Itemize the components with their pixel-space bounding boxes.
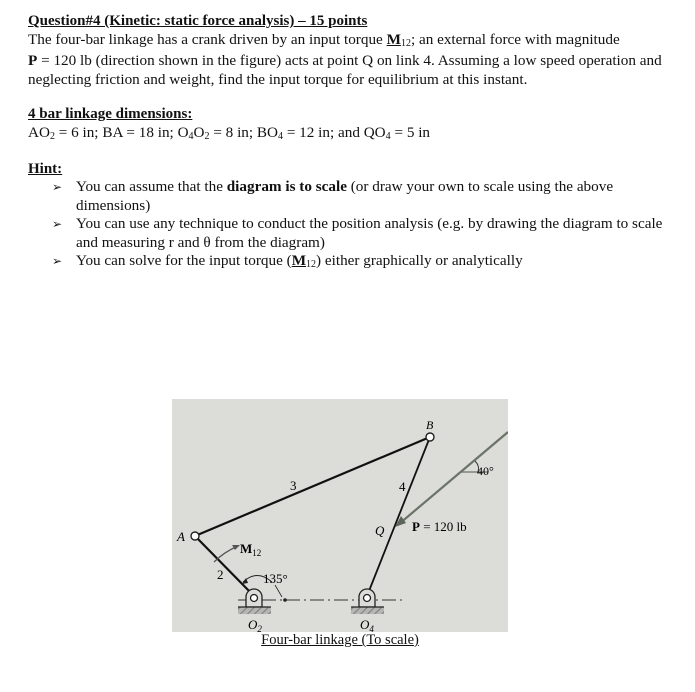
dimensions-list: [28, 123, 668, 144]
question-document: [28, 12, 668, 273]
link-3-coupler: [195, 437, 430, 536]
ground-pivot-o2-icon: [238, 589, 271, 614]
question-body: [28, 30, 668, 89]
label-a: A: [177, 529, 185, 544]
link-4-rocker: [367, 437, 430, 596]
label-angle-135: 135°: [263, 571, 288, 586]
hint-item: ➢ You can use any technique to conduct the position analysis (e.g. by drawing the diagram to scale and measuring r and θ from the diagram): [52, 215, 663, 251]
label-link-2: 2: [217, 567, 224, 582]
hint-list: [28, 178, 668, 273]
label-b: B: [426, 418, 434, 432]
hint-item: ➢ You can assume that the diagram is to scale (or draw your own to scale using the above dimensions): [52, 178, 614, 214]
body-text-2: ; an external force with magnitude: [410, 31, 620, 48]
joint-b-icon: [426, 433, 434, 441]
arrow-bullet-icon: ➢: [52, 180, 63, 194]
linkage-diagram: [172, 399, 508, 632]
label-o2: $O_2$: [248, 617, 262, 632]
torque-symbol: M: [386, 31, 401, 48]
joint-a-icon: [191, 532, 199, 540]
arrow-bullet-icon: ➢: [52, 217, 63, 231]
hint-item: ➢ You can solve for the input torque $(M_{12})$ either graphically or analytically: [52, 252, 523, 270]
dim-bo4: $BO_4 = 12$ in; and: [256, 124, 364, 142]
dim-qo4: $QO_4 = 5$ in: [363, 124, 431, 142]
arrow-bullet-icon: ➢: [52, 254, 63, 268]
dimensions-heading: 4 bar linkage dimensions:: [28, 106, 193, 122]
dim-ao2: $AO_2 = 6$ in;: [28, 124, 103, 142]
dim-ba: BA = 18 in;: [102, 124, 178, 141]
label-force-p: P = 120 lb: [412, 519, 467, 534]
ground-pivot-o4-icon: [351, 589, 384, 614]
question-title: Question#4 (Kinetic: static force analysis) – 15 points: [28, 13, 368, 29]
body-text-1: The four-bar linkage has a crank driven by an input torque: [28, 31, 387, 48]
force-symbol: P: [28, 52, 38, 69]
body-text-3: = 120 lb (direction shown in the figure) acts at point Q on link 4. Assuming a low speed operation and neglecting friction and weight, find the input torque for equilibrium at this instant.: [28, 52, 662, 88]
dim-o4o2: $O_4O_2 = 8$ in;: [177, 124, 257, 142]
label-q: Q: [375, 523, 385, 538]
label-angle-40: 40°: [477, 464, 494, 478]
label-link-3: 3: [290, 478, 297, 493]
torque-subscript: 12: [400, 38, 411, 49]
label-torque: $M_{12}$: [240, 541, 262, 558]
figure-caption: Four-bar linkage (To scale): [261, 632, 419, 648]
label-link-4: 4: [399, 479, 406, 494]
force-p-line: [399, 432, 508, 524]
four-bar-linkage-figure: [172, 399, 508, 632]
label-o4: $O_4$: [360, 617, 374, 632]
hint-heading: Hint:: [28, 161, 63, 177]
